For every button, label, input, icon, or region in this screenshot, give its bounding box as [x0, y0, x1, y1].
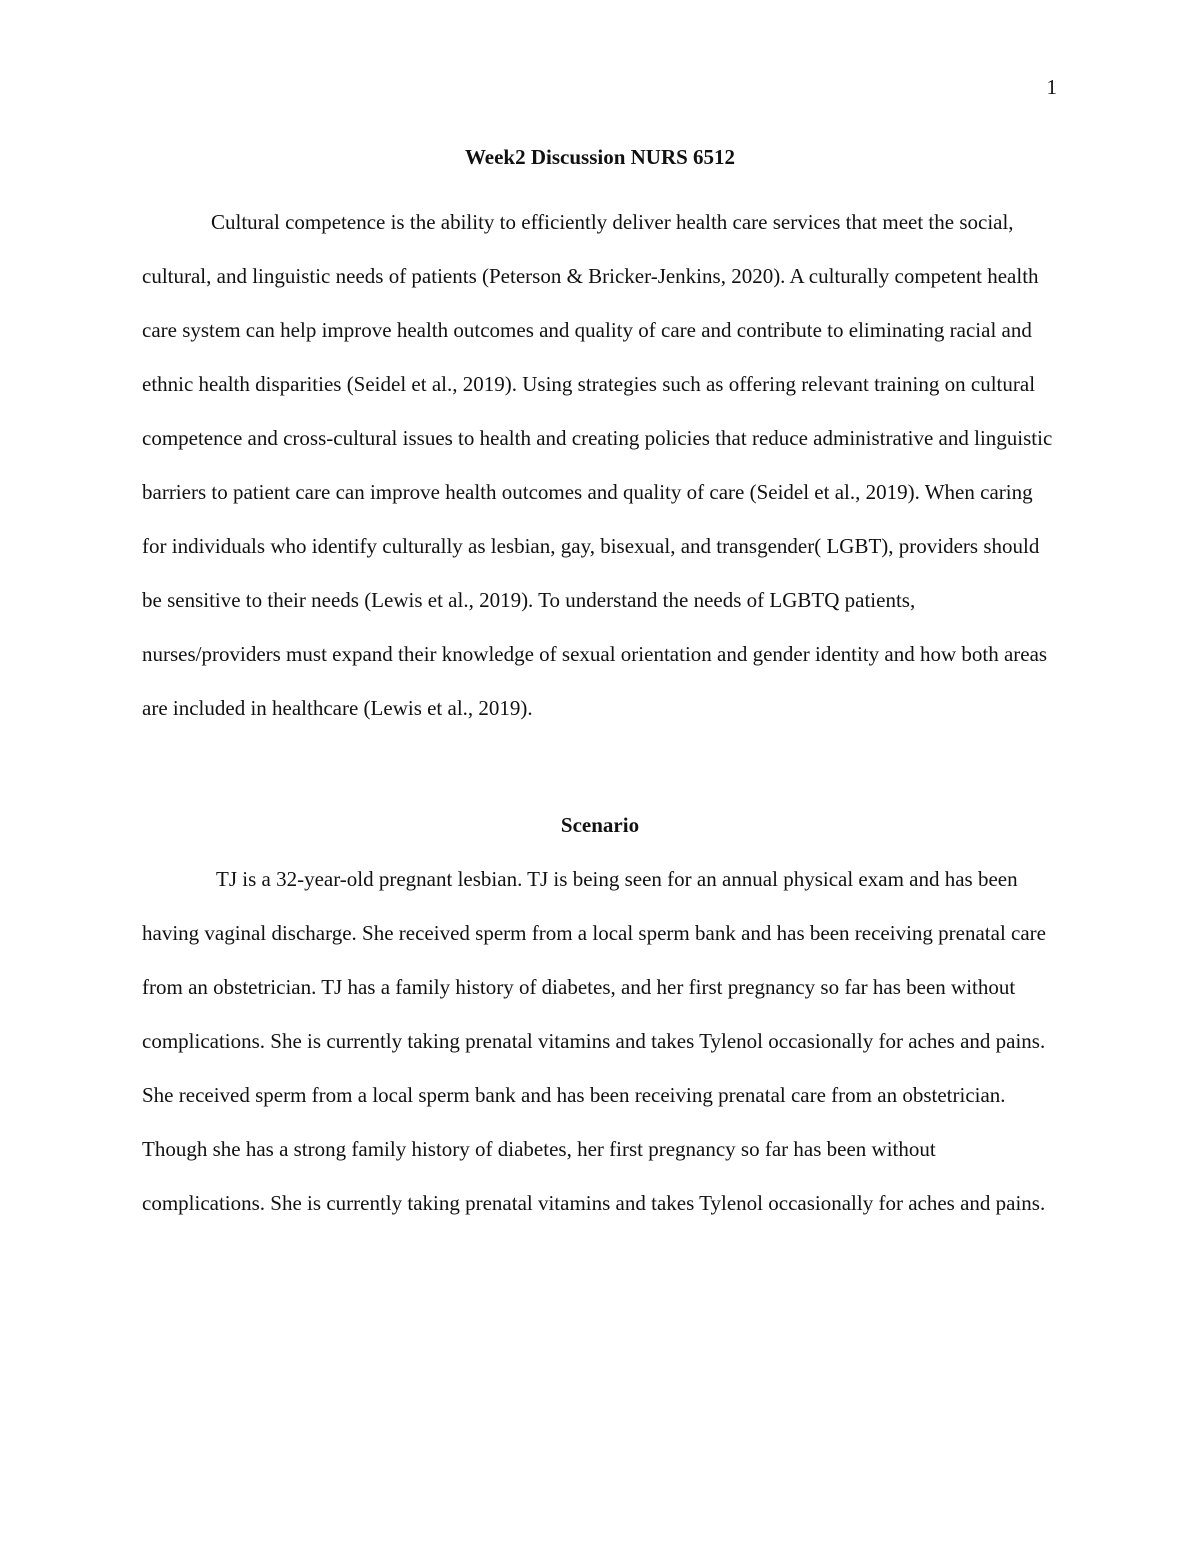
document-body [142, 142, 1058, 1230]
intro-paragraph: Cultural competence is the ability to efficiently deliver health care services that meet the social, cultural, and linguistic needs of patients (Peterson & Bricker-Jenkins, 2020). A culturally competent health care system can help improve health outcomes and quality of care and contribute to eliminating racial and ethnic health disparities (Seidel et al., 2019). Using strategies such as offering relevant training on cultural competence and cross-cultural issues to health and creating policies that reduce administrative and linguistic barriers to patient care can improve health outcomes and quality of care (Seidel et al., 2019). When caring for individuals who identify culturally as lesbian, gay, bisexual, and transgender( LGBT), providers should be sensitive to their needs (Lewis et al., 2019). To understand the needs of LGBTQ patients, nurses/providers must expand their knowledge of sexual orientation and gender identity and how both areas are included in healthcare (Lewis et al., 2019). [142, 210, 1053, 720]
scenario-paragraph: TJ is a 32-year-old pregnant lesbian. TJ is being seen for an annual physical exam and has been having vaginal discharge. She received sperm from a local sperm bank and has been receiving prenatal care from an obstetrician. TJ has a family history of diabetes, and her first pregnancy so far has been without complications. She is currently taking prenatal vitamins and takes Tylenol occasionally for aches and pains. She received sperm from a local sperm bank and has been receiving prenatal care from an obstetrician. Though she has a strong family history of diabetes, her first pregnancy so far has been without complications. She is currently taking prenatal vitamins and takes Tylenol occasionally for aches and pains. [142, 867, 1046, 1215]
page-number: 1 [1046, 75, 1057, 99]
scenario-heading: Scenario [560, 813, 640, 837]
document-title: Week2 Discussion NURS 6512 [464, 145, 736, 169]
